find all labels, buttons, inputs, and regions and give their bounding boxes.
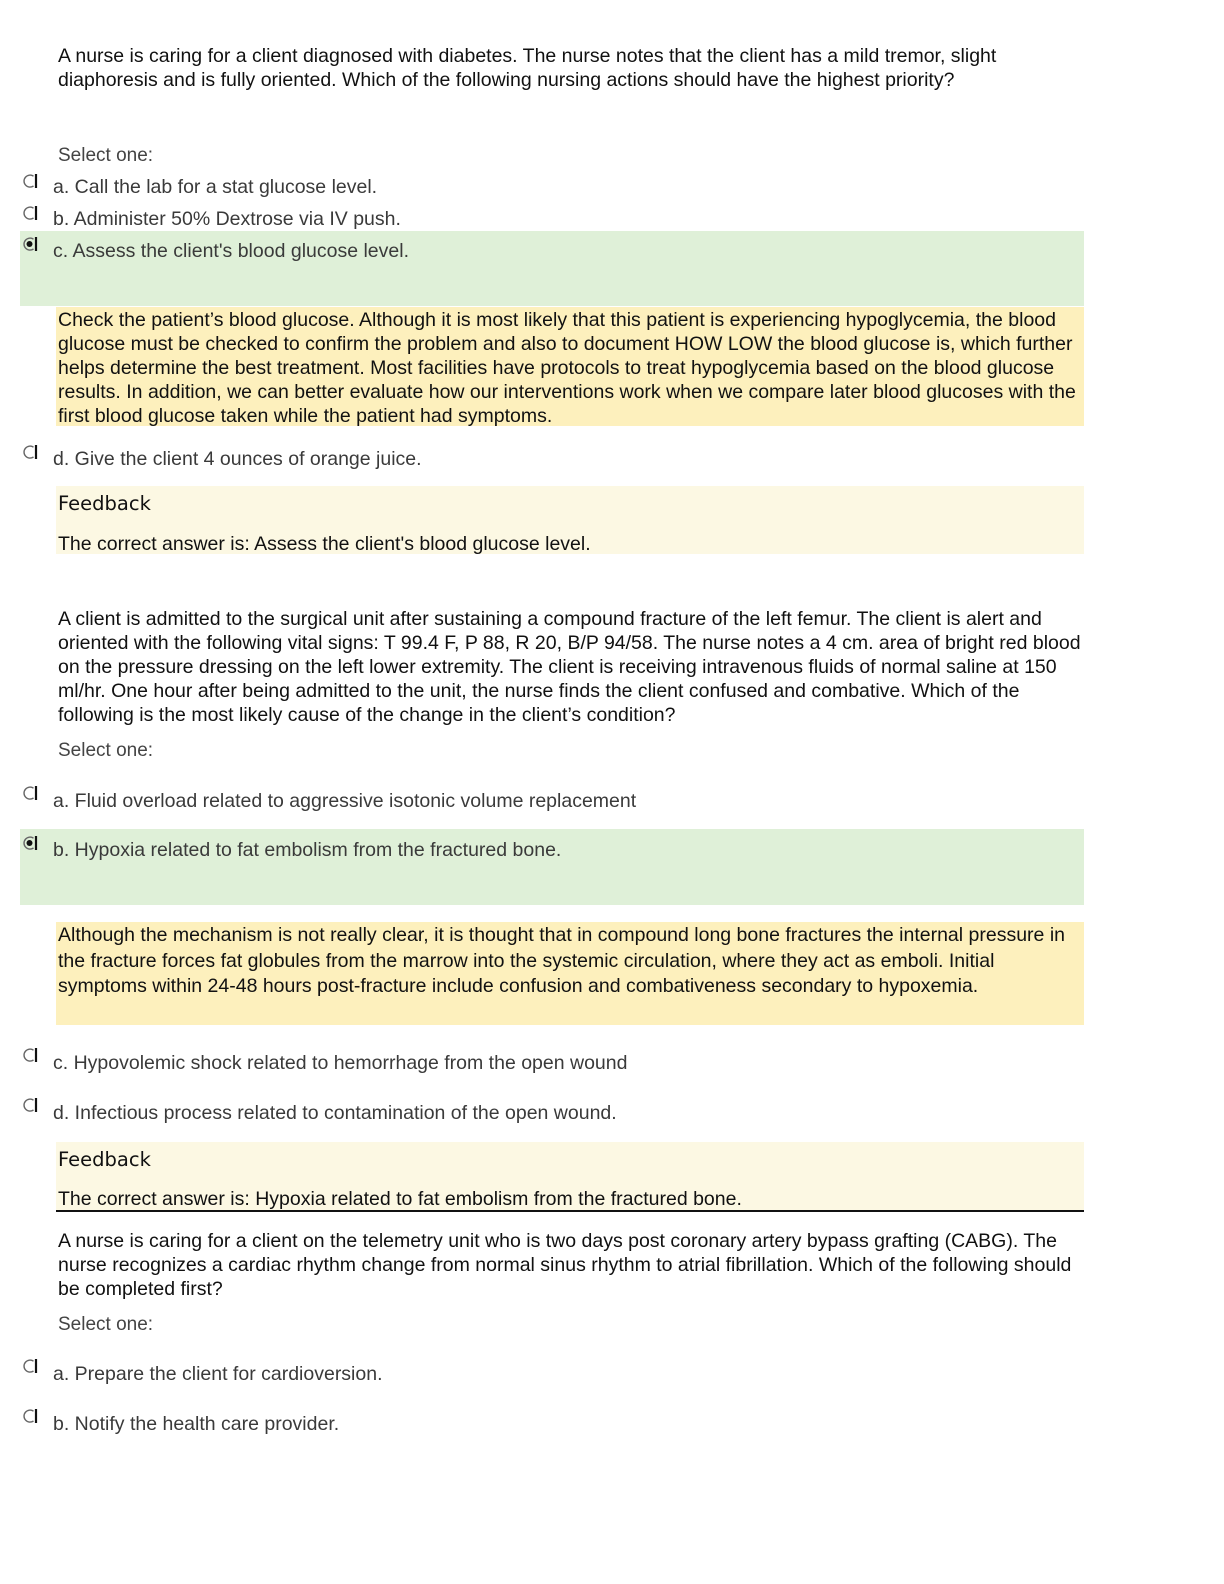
radio-empty-icon[interactable] xyxy=(22,784,38,802)
question-2-stem: A client is admitted to the surgical unit after sustaining a compound fracture of the left femur. The client is alert and oriented with the following vital signs: T 99.4 F, P 88, R 20, B/P 94/58. The nurse notes a 4 cm. area of bright red blood on the pressure dressing on the left lower extremity. The client is receiving intravenous fluids of normal saline at 150 ml/hr. One hour after being admitted to the unit, the nurse finds the client confused and combative. Which of the following is the most likely cause of the change in the client’s condition? xyxy=(58,608,1081,726)
question-3-option-a[interactable]: a. Prepare the client for cardioversion. xyxy=(53,1363,383,1385)
question-3-select-label: Select one: xyxy=(58,1314,154,1335)
radio-selected-icon[interactable] xyxy=(22,834,38,852)
question-1-select-label: Select one: xyxy=(58,145,154,166)
question-2-select-label: Select one: xyxy=(58,740,154,761)
question-1-option-d[interactable]: d. Give the client 4 ounces of orange juice. xyxy=(53,448,422,470)
question-3-option-b[interactable]: b. Notify the health care provider. xyxy=(53,1413,340,1435)
question-1-explanation: Check the patient’s blood glucose. Although it is most likely that this patient is experiencing hypoglycemia, the blood glucose must be checked to confirm the problem and also to document HOW LOW the blood glucose is, which further helps determine the best treatment. Most facilities have protocols to treat hypoglycemia based on the blood glucose results. In addition, we can better evaluate how our interventions work when we compare later blood glucoses with the first blood glucose taken while the patient had symptoms. xyxy=(56,307,1084,426)
question-3-stem: A nurse is caring for a client on the telemetry unit who is two days post coronary artery bypass grafting (CABG). The nurse recognizes a cardiac rhythm change from normal sinus rhythm to atrial fibrillation. Which of the following should be completed first? xyxy=(58,1230,1072,1300)
question-2-option-b[interactable]: b. Hypoxia related to fat embolism from the fractured bone. xyxy=(53,839,562,861)
question-2-option-c[interactable]: c. Hypovolemic shock related to hemorrhage from the open wound xyxy=(53,1052,628,1074)
question-1-option-a[interactable]: a. Call the lab for a stat glucose level. xyxy=(53,176,378,198)
radio-empty-icon[interactable] xyxy=(22,443,38,461)
radio-empty-icon[interactable] xyxy=(22,1357,38,1375)
question-1-stem: A nurse is caring for a client diagnosed with diabetes. The nurse notes that the client has a mild tremor, slight diaphoresis and is fully oriented. Which of the following nursing actions should have the highest priority? xyxy=(58,45,997,91)
question-2-option-d[interactable]: d. Infectious process related to contamination of the open wound. xyxy=(53,1102,617,1124)
radio-empty-icon[interactable] xyxy=(22,1046,38,1064)
question-1-option-b[interactable]: b. Administer 50% Dextrose via IV push. xyxy=(53,208,401,230)
radio-selected-icon[interactable] xyxy=(22,235,38,253)
question-2-explanation: Although the mechanism is not really clear, it is thought that in compound long bone fractures the internal pressure in the fracture forces fat globules from the marrow into the systemic circulation, where they act as emboli. Initial symptoms within 24-48 hours post-fracture include confusion and combativeness secondary to hypoxemia. xyxy=(56,922,1084,1025)
radio-empty-icon[interactable] xyxy=(22,1407,38,1425)
feedback-answer: The correct answer is: Hypoxia related to fat embolism from the fractured bone. xyxy=(58,1188,742,1210)
feedback-answer: The correct answer is: Assess the client's blood glucose level. xyxy=(58,533,591,555)
feedback-title: Feedback xyxy=(58,1148,151,1171)
radio-empty-icon[interactable] xyxy=(22,204,38,222)
question-2-option-a[interactable]: a. Fluid overload related to aggressive isotonic volume replacement xyxy=(53,790,637,812)
feedback-title: Feedback xyxy=(58,492,151,515)
question-1-option-c[interactable]: c. Assess the client's blood glucose level. xyxy=(53,240,409,262)
radio-empty-icon[interactable] xyxy=(22,172,38,190)
radio-empty-icon[interactable] xyxy=(22,1096,38,1114)
